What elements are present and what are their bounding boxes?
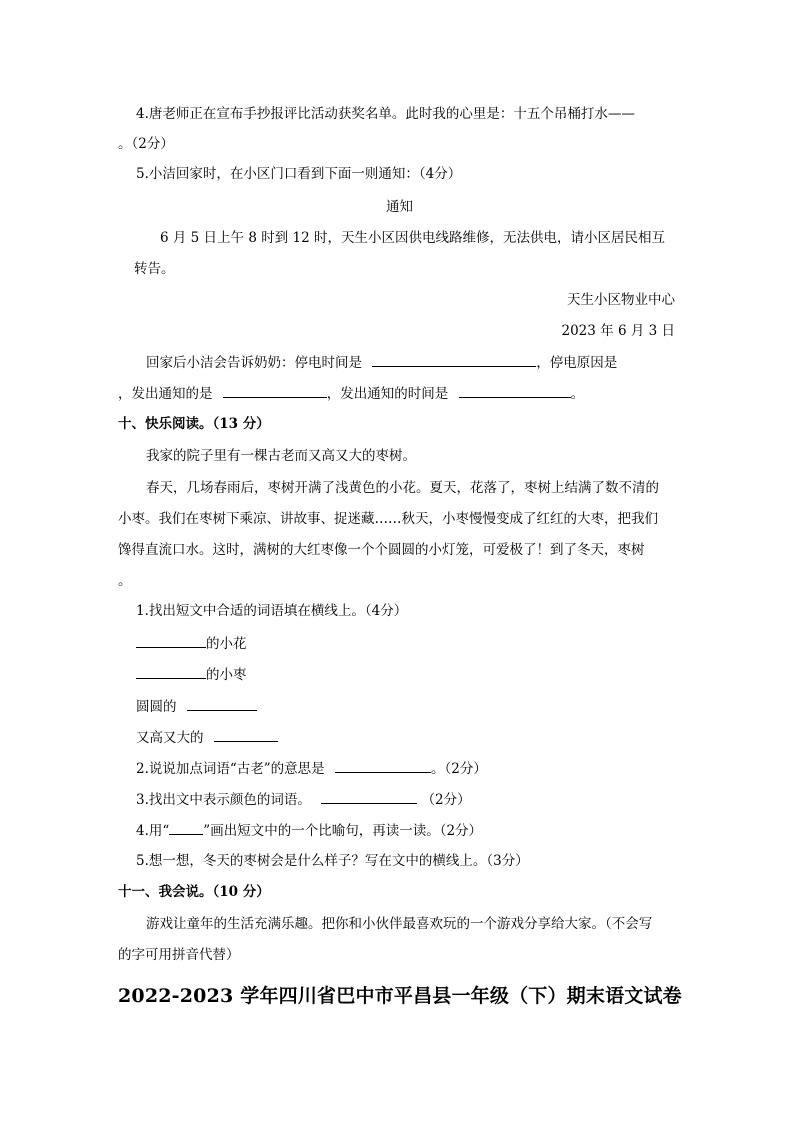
exam-title: 2022-2023 学年四川省巴中市平昌县一年级（下）期末语文试卷 — [118, 985, 682, 1007]
reading-q3 — [136, 789, 471, 810]
notice-date-blank[interactable] — [459, 383, 571, 398]
reading-para2-line4: 。 — [118, 573, 132, 589]
reading-q3-score: （2分） — [421, 792, 471, 808]
fill-item-1-text: 的小花 — [206, 636, 247, 652]
fill-item-3 — [136, 696, 257, 717]
reading-q4-text-b: ”画出短文中的一个比喻句，再读一读。（2分） — [203, 823, 483, 839]
question-4-line1: 4.唐老师正在宣布手抄报评比活动获奖名单。此时我的心里是：十五个吊桶打水—— — [136, 106, 635, 122]
notice-issuer-blank[interactable] — [223, 383, 327, 398]
reading-q4 — [136, 820, 482, 841]
speaking-prompt-line2: 的字可用拼音代替） — [118, 947, 240, 963]
q5-fill-line1 — [146, 352, 617, 373]
reading-q5: 5.想一想，冬天的枣树会是什么样子？写在文中的横线上。（3分） — [136, 853, 529, 869]
fill-item-3-text: 圆圆的 — [136, 699, 177, 715]
fill-blank-3[interactable] — [187, 696, 257, 711]
reading-q2-text: 2.说说加点词语“古老”的意思是 — [136, 761, 325, 777]
fill-blank-4[interactable] — [214, 727, 278, 742]
reading-para2-line3: 馋得直流口水。这时，满树的大红枣像一个个圆圆的小灯笼，可爱极了！到了冬天，枣树 — [118, 542, 645, 558]
q5-fill-text-e: 。 — [570, 386, 585, 402]
notice-title: 通知 — [386, 199, 413, 215]
q5-fill-text-d: ，发出通知的时间是 — [326, 386, 449, 402]
speaking-prompt-line1: 游戏让童年的生活充满乐趣。把你和小伙伴最喜欢玩的一个游戏分享给大家。（不会写 — [146, 916, 653, 932]
reading-q2 — [136, 758, 487, 779]
fill-blank-1[interactable] — [136, 633, 206, 648]
q5-fill-line2 — [118, 383, 584, 404]
underline-sample — [169, 820, 203, 835]
notice-date: 2023 年 6 月 3 日 — [561, 323, 675, 339]
fill-item-4-text: 又高又大的 — [136, 730, 204, 746]
color-words-blank[interactable] — [321, 789, 417, 804]
fill-blank-2[interactable] — [136, 664, 206, 679]
reading-para2-line2: 小枣。我们在枣树下乘凉、讲故事、捉迷藏……秋天，小枣慢慢变成了红红的大枣，把我们 — [118, 511, 658, 527]
meaning-blank[interactable] — [335, 758, 431, 773]
notice-body-line2: 转告。 — [134, 261, 175, 277]
q5-fill-text-a: 回家后小洁会告诉奶奶：停电时间是 — [146, 355, 362, 371]
fill-item-1 — [136, 633, 247, 654]
reading-q1: 1.找出短文中合适的词语填在横线上。（4分） — [136, 603, 408, 619]
reading-para2-line1: 春天，几场春雨后，枣树开满了浅黄色的小花。夏天，花落了，枣树上结满了数不清的 — [146, 480, 659, 496]
q5-fill-text-c: ，发出通知的是 — [118, 386, 213, 402]
section-11-heading: 十一、我会说。（10 分） — [118, 884, 270, 900]
fill-item-2 — [136, 664, 247, 685]
reading-para1: 我家的院子里有一棵古老而又高又大的枣树。 — [146, 448, 416, 464]
fill-item-4 — [136, 727, 278, 748]
reading-q4-text-a: 4.用“ — [136, 823, 170, 839]
question-5: 5.小洁回家时，在小区门口看到下面一则通知：（4分） — [136, 166, 462, 182]
fill-item-2-text: 的小枣 — [206, 667, 247, 683]
question-4-line2: 。（2分） — [118, 136, 174, 152]
reading-q2-score: 。（2分） — [430, 761, 487, 777]
q5-fill-text-b: ，停电原因是 — [536, 355, 618, 371]
notice-issuer: 天生小区物业中心 — [567, 292, 675, 308]
notice-body-line1: 6 月 5 日上午 8 时到 12 时，天生小区因供电线路维修，无法供电，请小区居民相互 — [160, 230, 665, 246]
reading-q3-text: 3.找出文中表示颜色的词语。 — [136, 792, 311, 808]
section-10-heading: 十、快乐阅读。（13 分） — [118, 416, 270, 432]
power-outage-time-blank[interactable] — [372, 352, 536, 367]
